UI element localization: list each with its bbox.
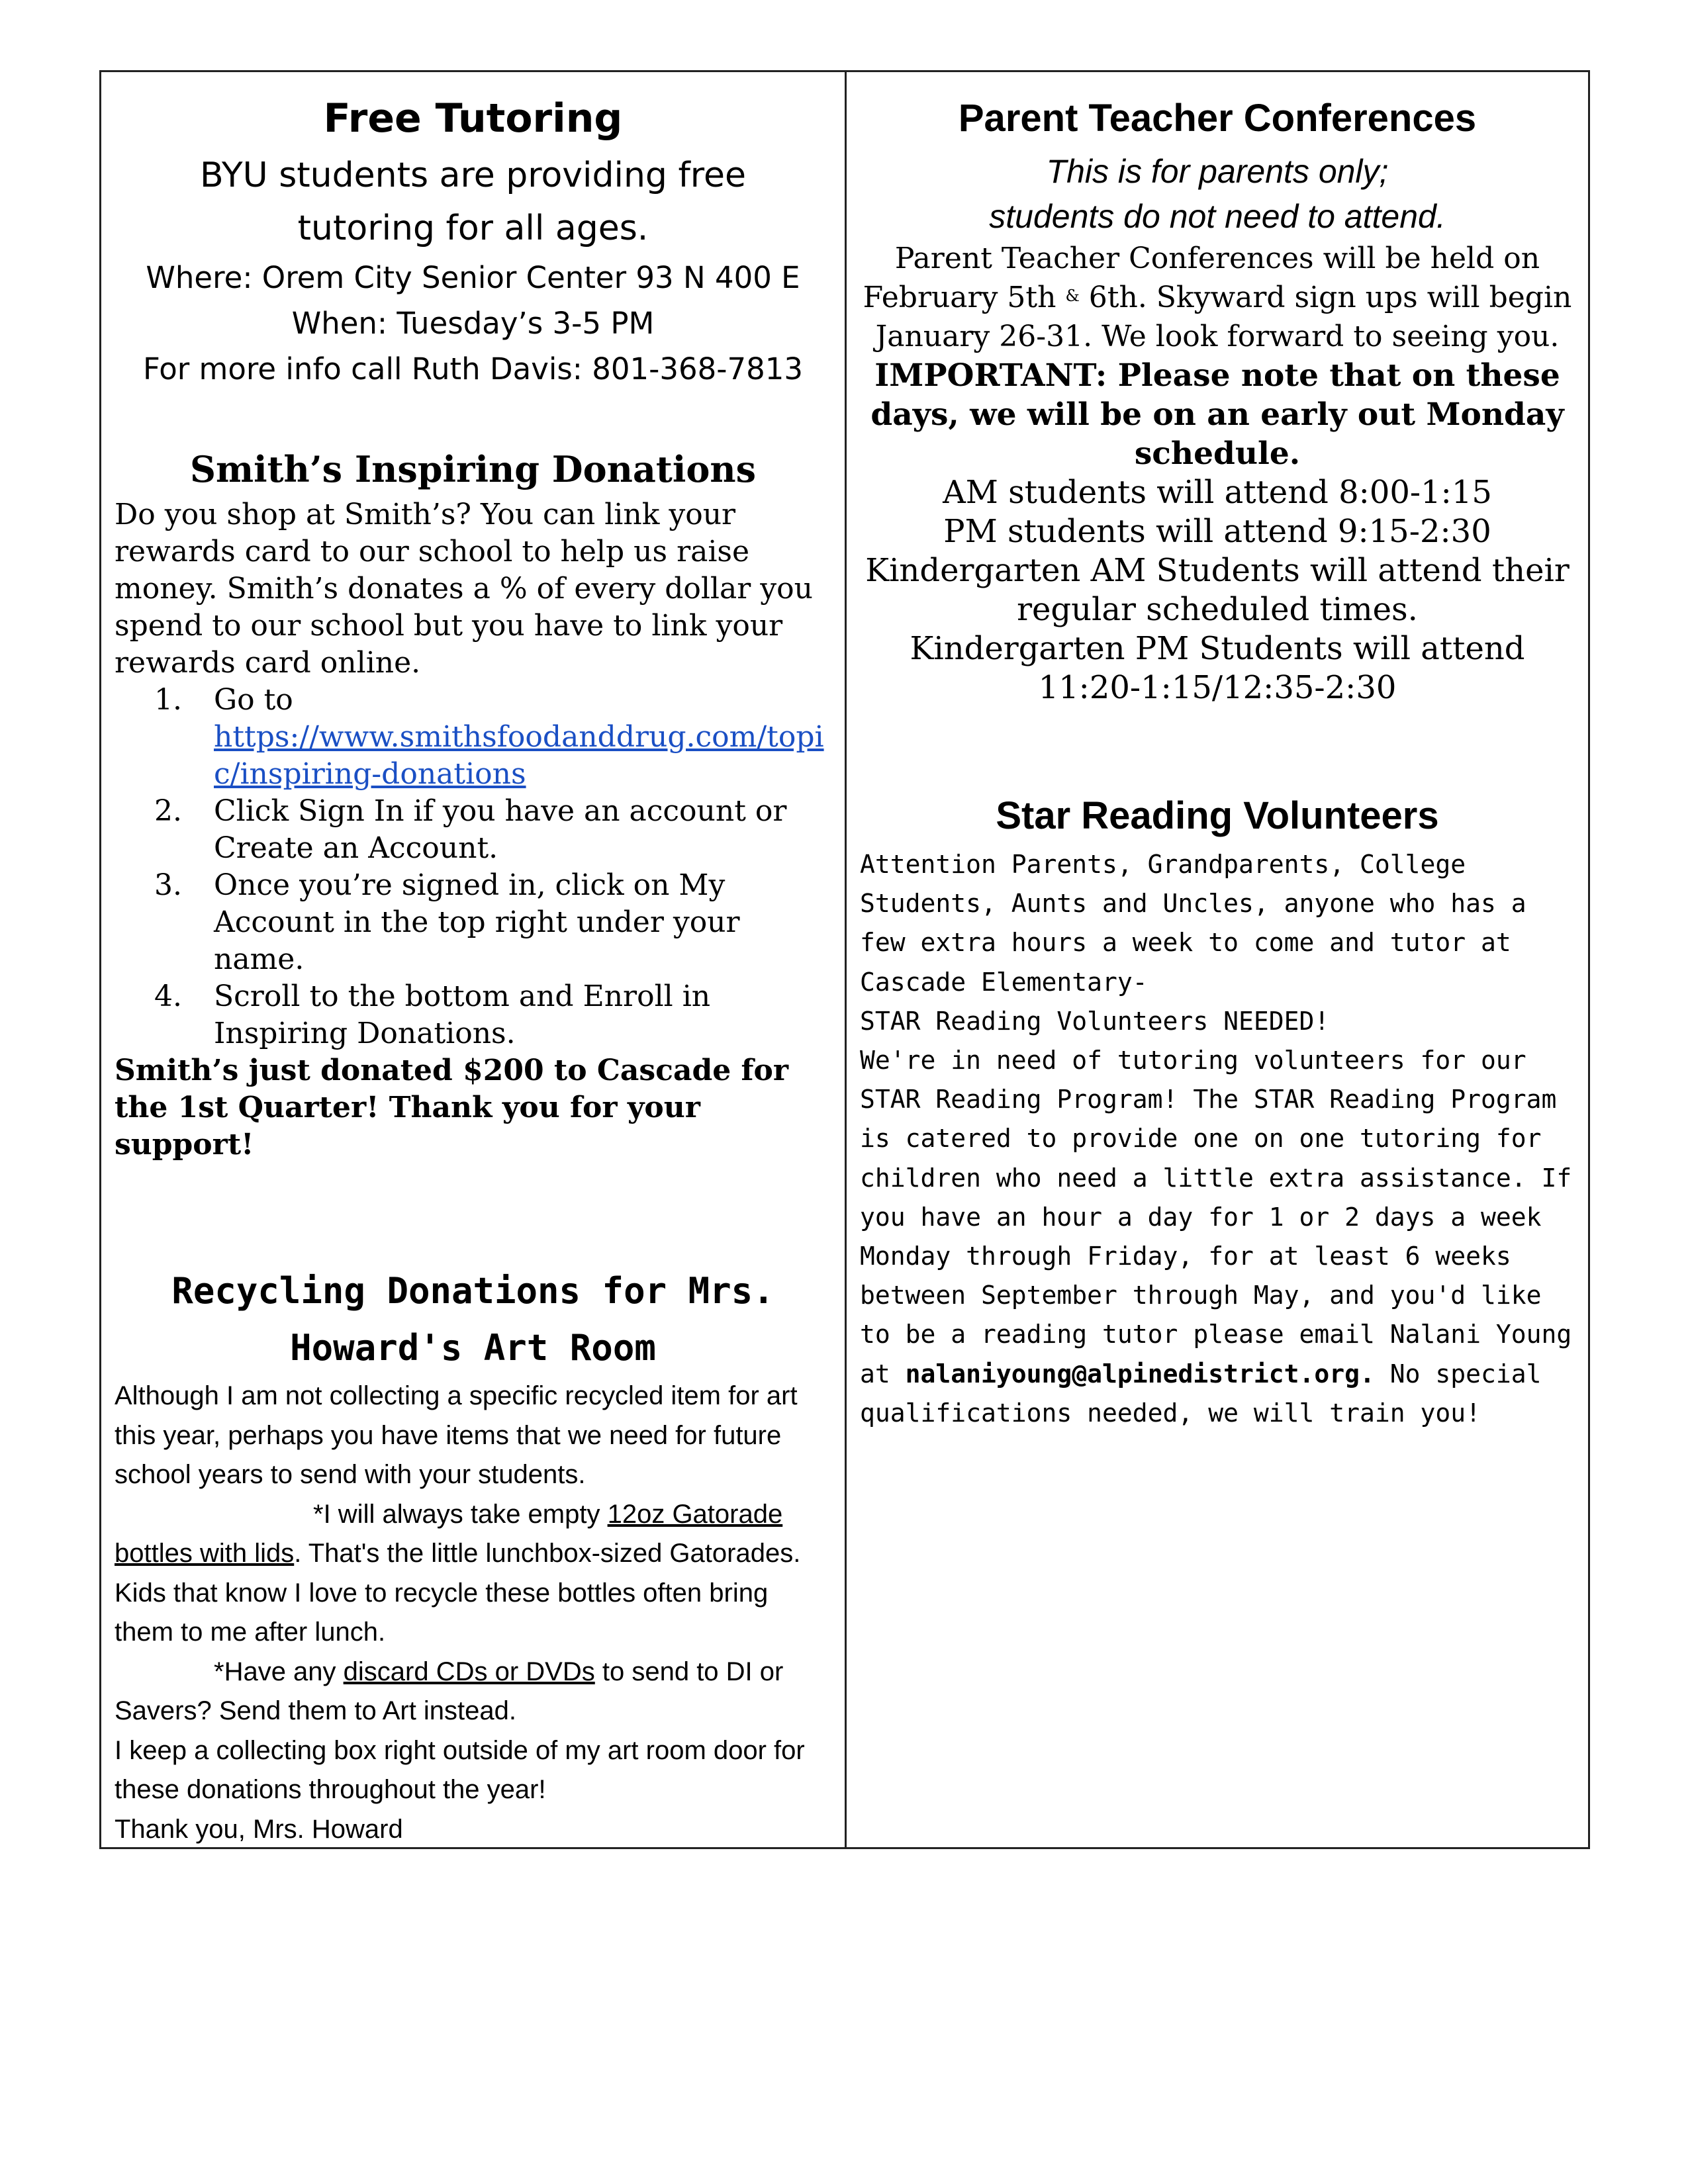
step-text: Click Sign In if you have an account or Create an Account. [214,794,787,865]
star-line: you have an hour a day for 1 or 2 days a week [860,1202,1542,1232]
free-tutoring-info: For more info call Ruth Davis: 801-368-7813 [142,351,804,387]
recycling-title-line1: Recycling Donations for Mrs. [171,1270,774,1312]
recycling-cds [115,1653,831,1731]
recycling-box: I keep a collecting box right outside of my art room door for these donations throughout the year! [115,1735,805,1804]
free-tutoring-section [115,88,831,392]
conferences-section [860,88,1575,707]
star-line: is catered to provide one on one tutoring for [860,1124,1542,1154]
step-text: Once you’re signed in, click on My Account in the top right under your name. [214,868,740,976]
star-line: Monday through Friday, for at least 6 weeks [860,1242,1511,1271]
star-reading-body [860,845,1575,1433]
step-text [214,682,831,793]
recycling-cds-post: to send to DI or Savers? Send them to Art instead. [115,1657,784,1725]
star-reading-section [860,787,1575,1433]
step-number: 4. [154,979,182,1013]
recycling-cds-pre: *Have any [214,1657,344,1686]
recycling-title-line2: Howard's Art Room [290,1327,656,1369]
star-email-pre: at [860,1359,906,1388]
right-column [847,72,1588,1847]
free-tutoring-line2: tutoring for all ages. [297,208,649,248]
newsletter-grid [99,70,1590,1849]
star-line: to be a reading tutor please email Nalani Young [860,1320,1572,1349]
conferences-title: Parent Teacher Conferences [958,97,1477,140]
step-item [115,793,831,867]
conferences-k-pm-line2: 11:20-1:15/12:35-2:30 [1038,669,1397,706]
star-line: Cascade Elementary- [860,967,1148,997]
conferences-italic1: This is for parents only; [1046,153,1389,190]
star-line: children who need a little extra assistance. If [860,1163,1572,1193]
free-tutoring-where: Where: Orem City Senior Center 93 N 400 E [146,260,800,295]
star-line: We're in need of tutoring volunteers for our [860,1046,1526,1075]
star-line: STAR Reading Program! The STAR Reading Program [860,1085,1557,1115]
recycling-gatorade [115,1495,831,1653]
star-line: qualifications needed, we will train you! [860,1398,1481,1428]
conferences-date-a: February 5th [863,281,1056,314]
recycling-signoff: Thank you, Mrs. Howard [115,1814,403,1844]
step-number: 2. [154,794,182,828]
step-number: 1. [154,683,182,717]
free-tutoring-title: Free Tutoring [323,95,623,142]
star-line: STAR Reading Volunteers NEEDED! [860,1006,1330,1036]
conferences-pm: PM students will attend 9:15-2:30 [943,513,1491,550]
smiths-body: Do you shop at Smith’s? You can link your rewards card to our school to help us raise money. Smith’s donates a % of every dollar you spend to our school but you have to link your rewards card online. [115,498,813,680]
smiths-closing: Smith’s just donated $200 to Cascade for the 1st Quarter! Thank you for your support! [115,1054,789,1161]
conferences-held-line1: Parent Teacher Conferences will be held on [894,242,1540,275]
conferences-important: IMPORTANT: Please note that on these days, we will be on an early out Monday schedule. [870,357,1564,472]
star-line: between September through May, and you'd like [860,1281,1542,1310]
step-item [115,867,831,978]
smiths-donations-link[interactable]: https://www.smithsfoodanddrug.com/topic/inspiring-donations [214,720,824,791]
conferences-date-b: 6th. Skyward sign ups will begin [1079,281,1572,314]
smiths-section [115,442,831,1163]
star-email-line [860,1355,1575,1394]
star-line: few extra hours a week to come and tutor at [860,928,1511,958]
conferences-k-am: Kindergarten AM Students will attend their regular scheduled times. [865,552,1570,628]
recycling-gatorade-pre: *I will always take empty [313,1499,608,1529]
recycling-title [115,1263,831,1377]
conferences-ampersand: & [1065,287,1080,305]
step-item [115,682,831,793]
recycling-cds-underline: discard CDs or DVDs [343,1657,595,1686]
star-email[interactable]: nalaniyoung@alpinedistrict.org. [905,1359,1375,1388]
recycling-intro: Although I am not collecting a specific recycled item for art this year, perhaps you have items that we need for future school years to send with your students. [115,1381,798,1489]
star-line: Attention Parents, Grandparents, College [860,850,1466,879]
recycling-gatorade-underline: 12oz Gatorade bottles with lids [115,1499,783,1568]
free-tutoring-line1: BYU students are providing free [200,156,746,195]
step-item [115,978,831,1052]
step-number: 3. [154,868,182,902]
conferences-am: AM students will attend 8:00-1:15 [943,474,1492,511]
conferences-italic2: students do not need to attend. [989,198,1446,235]
star-reading-title: Star Reading Volunteers [996,794,1439,837]
left-column [101,72,847,1847]
conferences-k-pm-line1: Kindergarten PM Students will attend [910,630,1525,667]
free-tutoring-when: When: Tuesday’s 3-5 PM [291,306,655,341]
conferences-held-line2 [860,278,1575,317]
recycling-section [115,1263,831,1849]
smiths-title: Smith’s Inspiring Donations [189,448,757,490]
star-line: Students, Aunts and Uncles, anyone who has a [860,889,1526,919]
step-text: Scroll to the bottom and Enroll in Inspiring Donations. [214,979,711,1050]
step-go-to: Go to [214,683,293,717]
star-email-post: No special [1374,1359,1542,1388]
recycling-gatorade-post: . That's the little lunchbox-sized Gatorades. Kids that know I love to recycle these bottles often bring them to me after lunch. [115,1539,801,1647]
smiths-steps [115,682,831,1052]
conferences-held-line3: January 26-31. We look forward to seeing you. [875,320,1560,353]
